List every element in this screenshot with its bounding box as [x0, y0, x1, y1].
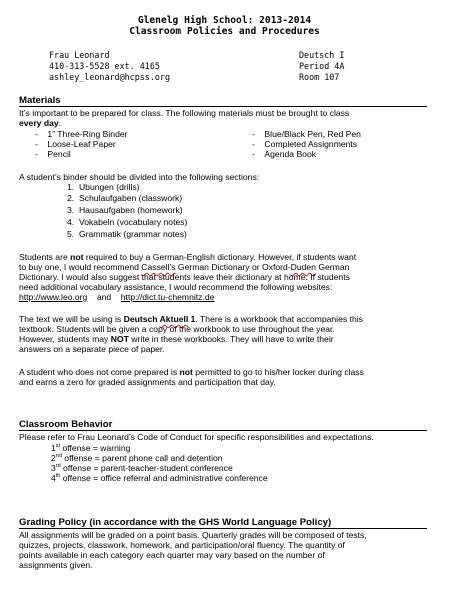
list-item: 1. Ubungen (drills)	[67, 182, 140, 192]
course-name: Deutsch I	[299, 50, 345, 60]
teacher-email[interactable]: ashley_leonard@hcpss.org	[49, 72, 171, 82]
list-item: 4. Vokabeln (vocabulary notes)	[67, 217, 188, 227]
teacher-phone: 410-313-5528 ext. 4165	[49, 61, 160, 71]
list-item: - Loose-Leaf Paper	[35, 139, 116, 149]
binder-intro: A student’s binder should be divided into the following sections:	[19, 172, 260, 182]
room-number: Room 107	[299, 72, 340, 82]
list-item: 5. Grammatik (grammar notes)	[67, 229, 187, 239]
list-item: 2. Schulaufgaben (classwork)	[67, 193, 183, 203]
materials-intro: It’s important to be prepared for class. The following materials must be brought to class	[19, 108, 350, 118]
list-item: - Pencil	[35, 149, 71, 159]
list-item: - Blue/Black Pen, Red Pen	[252, 129, 361, 139]
list-item: 2nd offense = parent phone call and detention	[51, 453, 223, 463]
list-item: - Completed Assignments	[252, 139, 358, 149]
list-item: 3. Hausaufgaben (homework)	[67, 205, 183, 215]
grading-paragraph: All assignments will be graded on a point basis. Quarterly grades will be composed of tests, quizzes, projects, classwork, homework, and participation/oral fluency. The quantity of points available in each category each quarter may vary based on the number of assignments given.	[19, 530, 367, 570]
list-item: - 1” Three-Ring Binder	[35, 129, 128, 139]
teacher-name: Frau Leonard	[49, 50, 110, 60]
list-item: 3rd offense = parent-teacher-student conference	[51, 463, 233, 473]
list-item: 1st offense = warning	[51, 443, 131, 453]
dict-link[interactable]: http://dict.tu-chemnitz.de	[120, 292, 215, 302]
document-subtitle: Classroom Policies and Procedures	[129, 26, 320, 37]
class-period: Period 4A	[299, 61, 345, 71]
list-item: 4th offense = office referral and administrative conference	[51, 473, 268, 483]
list-item: - Agenda Book	[252, 149, 317, 159]
materials-intro-end: every day.	[19, 118, 62, 128]
leo-link[interactable]: http://www.leo.org	[19, 292, 88, 302]
school-title: Glenelg High School: 2013-2014	[137, 15, 312, 26]
behavior-intro: Please refer to Frau Leonard’s Code of Conduct for specific responsibilities and expectations.	[19, 432, 374, 442]
dictionary-paragraph: Students are not required to buy a German-English dictionary. However, if students want to buy one, I would recommend Cassell’s German Dictionary or Oxford-Duden German Dictionary. I would also suggest that students leave their dictionary at home. If students need additional vocabulary assistance, I would recommend the following websites: http://www.leo.org and http://dict.tu-chemnitz.de	[19, 252, 357, 302]
materials-heading: Materials	[19, 95, 427, 107]
grading-heading: Grading Policy (in accordance with the GHS World Language Policy)	[19, 517, 427, 529]
textbook-paragraph: The text we will be using is Deutsch Aktuell 1. There is a workbook that accompanies this textbook. Students will be given a copy of the workbook to use throughout the year. However, students may NOT write in these workbooks. They will have to write their answers on a separate piece of paper.	[19, 314, 363, 354]
behavior-heading: Classroom Behavior	[19, 419, 427, 431]
preparedness-paragraph: A student who does not come prepared is not permitted to go to his/her locker during class and earns a zero for graded assignments and participation that day.	[19, 367, 364, 387]
